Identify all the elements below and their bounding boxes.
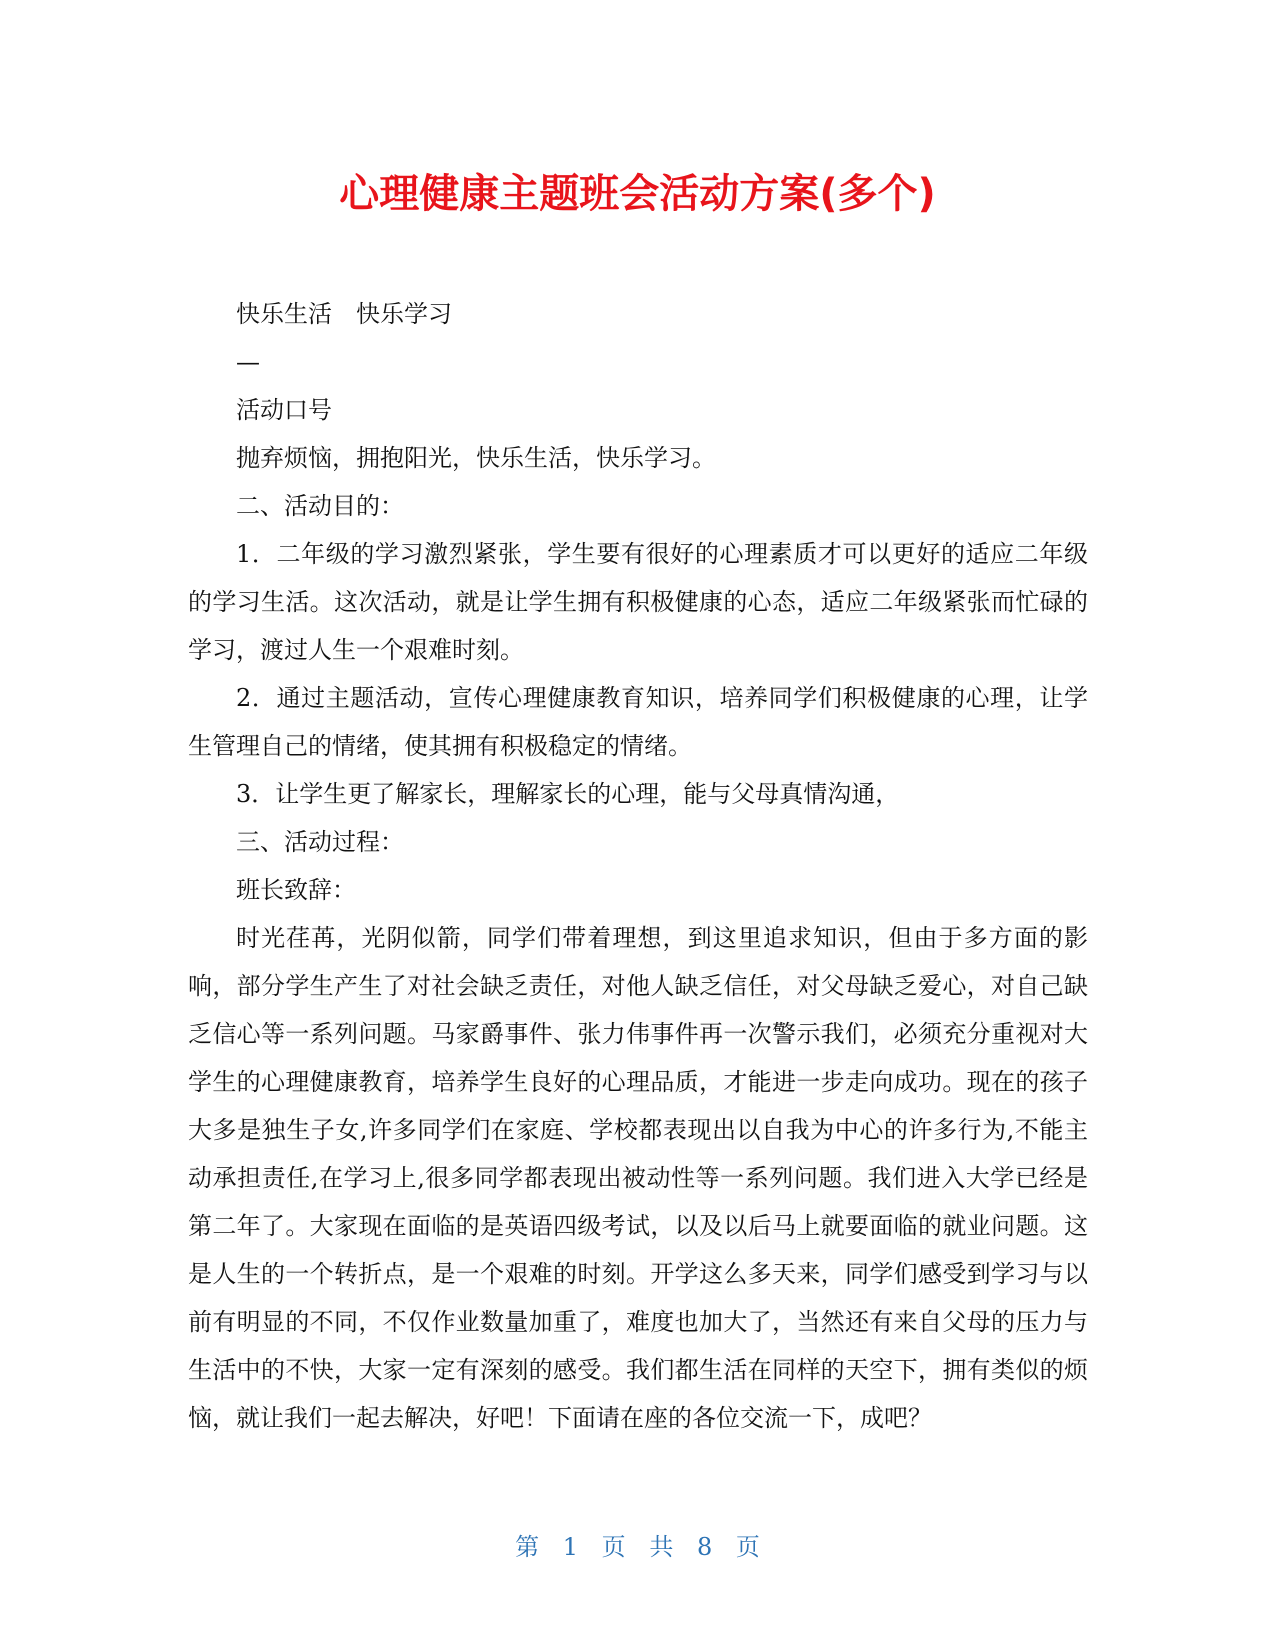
document-body xyxy=(188,290,1088,1442)
footer-total-word: 共 xyxy=(649,1533,674,1561)
paragraph: 二、活动目的： xyxy=(236,492,404,520)
paragraph: 快乐生活 快乐学习 xyxy=(236,300,452,328)
footer-current-page: 1 xyxy=(562,1533,579,1561)
paragraph: 2．通过主题活动，宣传心理健康教育知识，培养同学们积极健康的心理，让学生管理自己的情绪，使其拥有积极稳定的情绪。 xyxy=(188,684,1088,760)
paragraph: 班长致辞： xyxy=(236,876,356,904)
paragraph: 活动口号 xyxy=(236,396,332,424)
paragraph: 3．让学生更了解家长，理解家长的心理，能与父母真情沟通， xyxy=(236,780,900,808)
paragraph: 三、活动过程： xyxy=(236,828,404,856)
paragraph: 时光荏苒，光阴似箭，同学们带着理想，到这里追求知识，但由于多方面的影响，部分学生产生了对社会缺乏责任，对他人缺乏信任，对父母缺乏爱心，对自己缺乏信心等一系列问题。马家爵事件、张力伟事件再一次警示我们，必须充分重视对大学生的心理健康教育，培养学生良好的心理品质，才能进一步走向成功。现在的孩子大多是独生子女,许多同学们在家庭、学校都表现出以自我为中心的许多行为,不能主动承担责任,在学习上,很多同学都表现出被动性等一系列问题。我们进入大学已经是第二年了。大家现在面临的是英语四级考试，以及以后马上就要面临的就业问题。这是人生的一个转折点，是一个艰难的时刻。开学这么多天来，同学们感受到学习与以前有明显的不同，不仅作业数量加重了，难度也加大了，当然还有来自父母的压力与生活中的不快，大家一定有深刻的感受。我们都生活在同样的天空下，拥有类似的烦恼，就让我们一起去解决，好吧！下面请在座的各位交流一下，成吧？ xyxy=(188,924,1088,1432)
page-footer xyxy=(0,1532,1275,1562)
paragraph: 抛弃烦恼，拥抱阳光，快乐生活，快乐学习。 xyxy=(236,444,716,472)
footer-total-pages: 8 xyxy=(696,1533,713,1561)
paragraph: — xyxy=(236,348,260,376)
paragraph: 1．二年级的学习激烈紧张，学生要有很好的心理素质才可以更好的适应二年级的学习生活。这次活动，就是让学生拥有积极健康的心态，适应二年级紧张而忙碌的学习，渡过人生一个艰难时刻。 xyxy=(188,540,1088,664)
footer-prefix: 第 xyxy=(515,1533,540,1561)
document-title: 心理健康主题班会活动方案(多个) xyxy=(339,171,936,217)
footer-page-word: 页 xyxy=(601,1533,626,1561)
footer-suffix: 页 xyxy=(735,1533,760,1561)
